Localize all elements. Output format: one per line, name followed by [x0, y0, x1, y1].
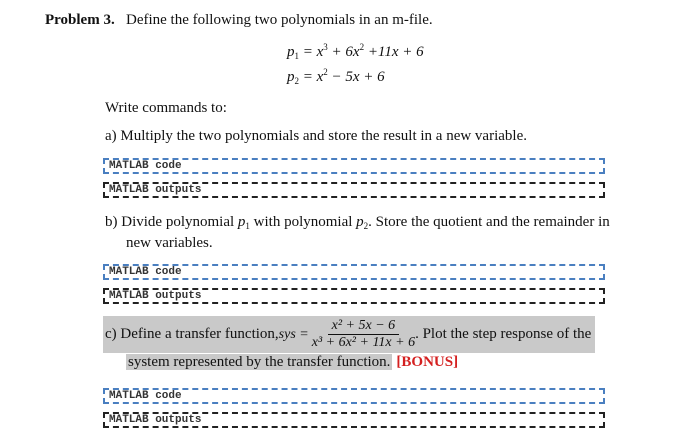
matlab-outputs-box-a[interactable]: MATLAB outputs: [103, 182, 605, 198]
problem-label: Problem 3.: [45, 12, 115, 28]
question-c-section: [103, 316, 595, 371]
transfer-function: [312, 318, 415, 351]
question-a: a) Multiply the two polynomials and store the result in a new variable.: [105, 128, 527, 144]
tf-numerator: x² + 5x − 6: [328, 318, 400, 335]
question-b: b) Divide polynomial $p_1$ with polynomial $p_2$. Store the quotient and the remainder in: [105, 214, 610, 231]
problem-intro: Define the following two polynomials in an m-file.: [126, 12, 433, 28]
matlab-code-box-a[interactable]: MATLAB code: [103, 158, 605, 174]
question-c-cont: . Plot the step response of the: [415, 326, 592, 342]
write-commands-label: Write commands to:: [105, 100, 227, 116]
equation-p1: $p_1 = x^3 + 6x^2 +11x + 6$: [287, 42, 424, 61]
equation-p2: $p_2 = x^2 - 5x + 6$: [287, 67, 385, 86]
question-c-line1: [103, 316, 595, 353]
tf-denominator: x³ + 6x² + 11x + 6: [311, 335, 416, 350]
matlab-outputs-box-b[interactable]: MATLAB outputs: [103, 288, 605, 304]
sys-label: sys =: [278, 326, 309, 342]
matlab-code-box-b[interactable]: MATLAB code: [103, 264, 605, 280]
matlab-code-box-c[interactable]: MATLAB code: [103, 388, 605, 404]
question-c: c) Define a transfer function,: [105, 326, 279, 342]
matlab-outputs-box-c[interactable]: MATLAB outputs: [103, 412, 605, 428]
question-b-line2: new variables.: [126, 235, 213, 251]
question-c-line2: system represented by the transfer function.: [128, 354, 391, 370]
question-c-line2-row: [126, 354, 458, 371]
bonus-tag: [BONUS]: [396, 354, 459, 370]
